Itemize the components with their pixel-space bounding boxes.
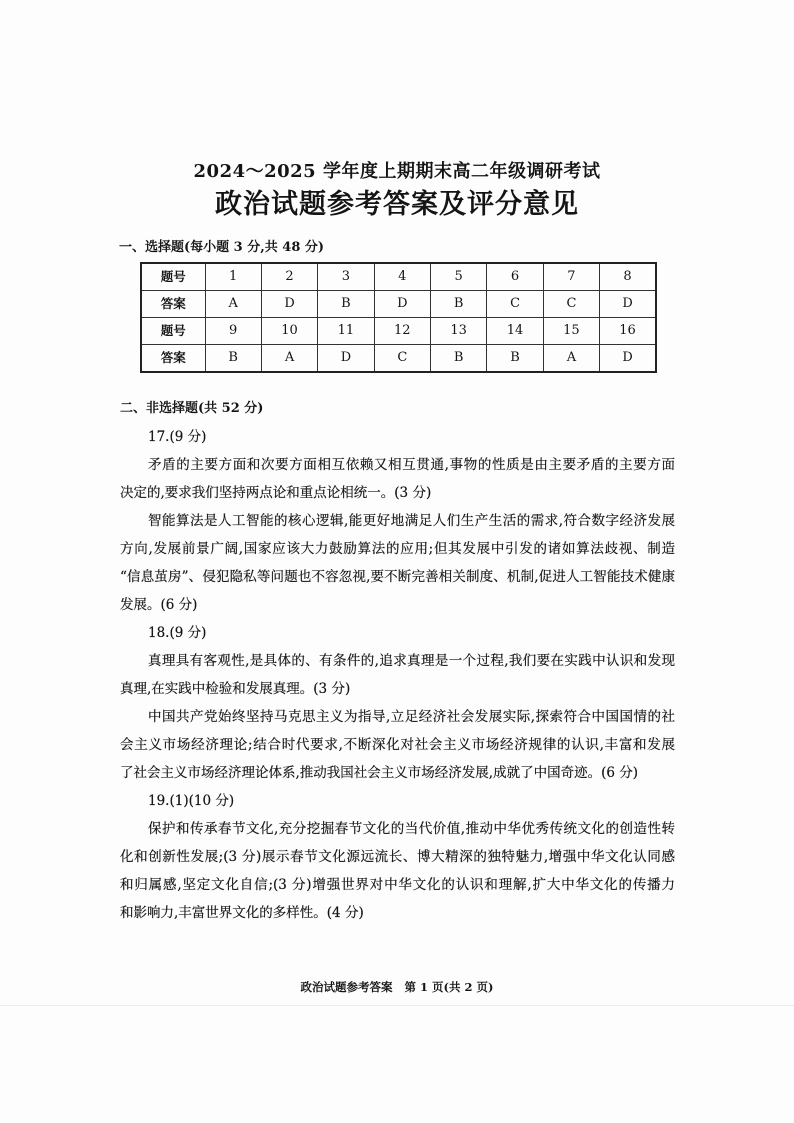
footer-doc-name: 政治试题参考答案: [300, 980, 393, 994]
table-cell: B: [487, 345, 543, 373]
footer-page-info: 第 1 页(共 2 页): [404, 980, 494, 994]
table-row-answers-2: [141, 345, 656, 373]
table-cell: 3: [318, 263, 374, 291]
text-line: 中国共产党始终坚持马克思主义为指导,立足经济社会发展实际,探索符合中国国情的社: [148, 709, 675, 725]
table-cell: 5: [431, 263, 487, 291]
text-line: 方向,发展前景广阔,国家应该大力鼓励算法的应用;但其发展中引发的诸如算法歧视、制造: [120, 541, 675, 557]
row-label: 题号: [141, 318, 205, 345]
table-cell: 6: [487, 263, 543, 291]
non-choice-answers: [120, 395, 675, 927]
table-cell: 11: [318, 318, 374, 345]
text-line: 决定的,要求我们坚持两点论和重点论相统一。(3 分): [120, 485, 432, 501]
table-cell: C: [487, 291, 543, 318]
table-cell: D: [261, 291, 317, 318]
table-cell: A: [543, 345, 599, 373]
table-cell: B: [431, 345, 487, 373]
table-cell: B: [431, 291, 487, 318]
table-row-question-numbers-2: [141, 318, 656, 345]
table-cell: 9: [205, 318, 261, 345]
text-line: 了社会主义市场经济理论体系,推动我国社会主义市场经济发展,成就了中国奇迹。(6 分): [120, 765, 638, 781]
table-cell: 8: [600, 263, 656, 291]
table-cell: A: [205, 291, 261, 318]
text-line: 保护和传承春节文化,充分挖掘春节文化的当代价值,推动中华优秀传统文化的创造性转: [148, 821, 675, 837]
text-line: 和归属感,坚定文化自信;(3 分)增强世界对中华文化的认识和理解,扩大中华文化的传播力: [120, 877, 675, 893]
table-cell: 2: [261, 263, 317, 291]
table-cell: 12: [374, 318, 430, 345]
section2-heading: 二、非选择题(共 52 分): [120, 401, 264, 416]
table-cell: B: [205, 345, 261, 373]
table-cell: 7: [543, 263, 599, 291]
question-18-paragraph-1: [120, 647, 675, 703]
page-bottom-edge: [0, 1005, 794, 1006]
table-cell: 1: [205, 263, 261, 291]
document-title-line1: 2024～2025 学年度上期期末高二年级调研考试: [193, 161, 601, 182]
page-footer: [0, 978, 794, 996]
table-cell: A: [261, 345, 317, 373]
question-17-paragraph-2: [120, 507, 675, 619]
table-cell: 4: [374, 263, 430, 291]
table-row-question-numbers-1: [141, 263, 656, 291]
question-18-paragraph-2: [120, 703, 675, 787]
multiple-choice-answer-table: [140, 262, 657, 373]
table-cell: D: [600, 345, 656, 373]
question-19-heading: 19.(1)(10 分): [148, 793, 235, 809]
row-label: 答案: [141, 291, 205, 318]
table-row-answers-1: [141, 291, 656, 318]
text-line: 和影响力,丰富世界文化的多样性。(4 分): [120, 905, 364, 921]
table-cell: C: [543, 291, 599, 318]
question-17-heading: 17.(9 分): [148, 429, 207, 445]
table-cell: 16: [600, 318, 656, 345]
table-cell: D: [374, 291, 430, 318]
text-line: 真理具有客观性,是具体的、有条件的,追求真理是一个过程,我们要在实践中认识和发现: [148, 653, 675, 669]
text-line: 发展。(6 分): [120, 597, 198, 613]
table-cell: 13: [431, 318, 487, 345]
table-cell: B: [318, 291, 374, 318]
section1-heading: 一、选择题(每小题 3 分,共 48 分): [119, 240, 325, 255]
document-title-line2: 政治试题参考答案及评分意见: [215, 189, 579, 220]
table-cell: 14: [487, 318, 543, 345]
table-cell: D: [600, 291, 656, 318]
table-cell: D: [318, 345, 374, 373]
table-cell: 10: [261, 318, 317, 345]
question-19-paragraph-1: [120, 815, 675, 927]
text-line: 智能算法是人工智能的核心逻辑,能更好地满足人们生产生活的需求,符合数字经济发展: [148, 513, 675, 529]
table-cell: C: [374, 345, 430, 373]
text-line: “信息茧房”、侵犯隐私等问题也不容忽视,要不断完善相关制度、机制,促进人工智能技术健康: [120, 569, 675, 585]
row-label: 题号: [141, 263, 205, 291]
question-18-heading: 18.(9 分): [148, 625, 207, 641]
question-17-paragraph-1: [120, 451, 675, 507]
text-line: 化和创新性发展;(3 分)展示春节文化源远流长、博大精深的独特魅力,增强中华文化认同感: [120, 849, 675, 865]
text-line: 会主义市场经济理论;结合时代要求,不断深化对社会主义市场经济规律的认识,丰富和发展: [120, 737, 675, 753]
table-cell: 15: [543, 318, 599, 345]
text-line: 矛盾的主要方面和次要方面相互依赖又相互贯通,事物的性质是由主要矛盾的主要方面: [148, 457, 675, 473]
row-label: 答案: [141, 345, 205, 373]
text-line: 真理,在实践中检验和发展真理。(3 分): [120, 681, 351, 697]
